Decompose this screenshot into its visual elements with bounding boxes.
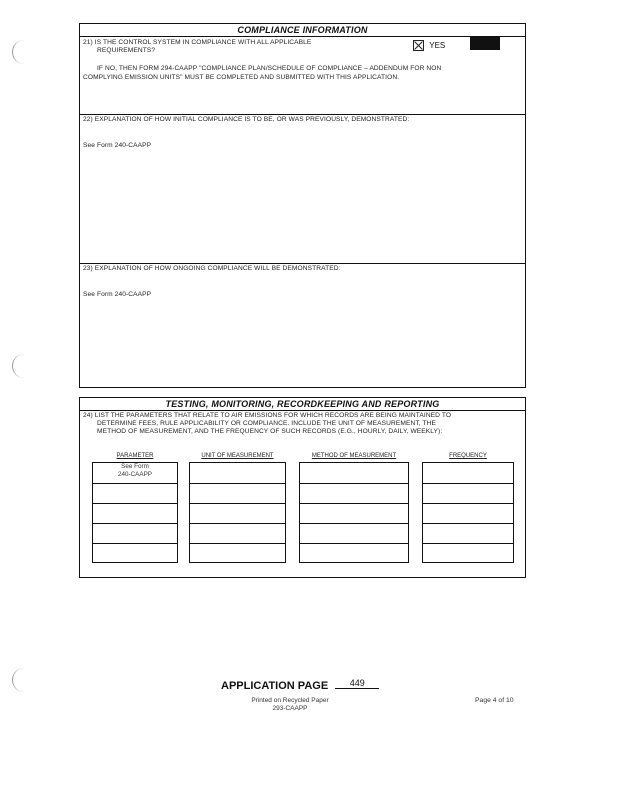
table-row-divider (300, 483, 408, 484)
table-row-divider (93, 483, 177, 484)
q23-answer[interactable]: See Form 240-CAAPP (83, 291, 152, 298)
yes-label: YES (429, 40, 446, 50)
question-22 (80, 114, 525, 264)
checked-checkbox-icon[interactable] (413, 40, 424, 51)
unit-column[interactable] (189, 462, 286, 563)
q21-line2: REQUIREMENTS? (97, 47, 156, 54)
frequency-column[interactable] (422, 462, 514, 563)
q24-line1: 24) LIST THE PARAMETERS THAT RELATE TO AIR EMISSIONS FOR WHICH RECORDS ARE BEING MAINTAINED TO (83, 412, 452, 419)
parameter-entry-line2: 240-CAAPP (118, 470, 152, 478)
application-page-label: APPLICATION PAGE (221, 680, 329, 692)
punch-hole-mark-top (12, 40, 27, 64)
table-row-divider (93, 543, 177, 544)
table-row-divider (190, 543, 285, 544)
column-header-parameter: PARAMETER (116, 453, 154, 459)
yes-checkbox-group[interactable] (413, 40, 445, 51)
parameter-entry[interactable] (93, 463, 177, 478)
table-row-divider (423, 503, 513, 504)
q24-line2: DETERMINE FEES, RULE APPLICABILITY OR COMPLIANCE. INCLUDE THE UNIT OF MEASUREMENT, THE (97, 420, 436, 427)
redacted-block (470, 37, 500, 50)
column-header-unit: UNIT OF MEASUREMENT (201, 453, 274, 459)
method-column[interactable] (299, 462, 409, 563)
table-row-divider (423, 523, 513, 524)
question-24 (80, 410, 525, 578)
q23-label: 23) EXPLANATION OF HOW ONGOING COMPLIANCE WILL BE DEMONSTRATED: (83, 265, 341, 272)
table-row-divider (423, 483, 513, 484)
application-page-number: 449 (335, 678, 379, 689)
q22-label: 22) EXPLANATION OF HOW INITIAL COMPLIANCE IS TO BE, OR WAS PREVIOUSLY, DEMONSTRATED: (83, 116, 410, 123)
q21-line1: 21) IS THE CONTROL SYSTEM IN COMPLIANCE WITH ALL APPLICABLE (83, 39, 312, 46)
parameter-column (92, 462, 178, 563)
section-title: TESTING, MONITORING, RECORDKEEPING AND REPORTING (165, 399, 440, 409)
section-title: COMPLIANCE INFORMATION (237, 25, 368, 35)
compliance-information-section (79, 23, 526, 388)
question-21 (80, 36, 525, 114)
page-of-label: Page 4 of 10 (475, 697, 514, 704)
form-id: 293-CAAPP (272, 705, 308, 712)
table-row-divider (93, 523, 177, 524)
table-row-divider (300, 503, 408, 504)
q22-answer[interactable]: See Form 240-CAAPP (83, 142, 152, 149)
q24-line3: METHOD OF MEASUREMENT, AND THE FREQUENCY OF SUCH RECORDS (E.G., HOURLY, DAILY, WEEKLY): (97, 428, 443, 435)
table-row-divider (300, 523, 408, 524)
q21-note-line1: IF NO, THEN FORM 294-CAAPP "COMPLIANCE PLAN/SCHEDULE OF COMPLIANCE – ADDENDUM FOR NON (97, 65, 442, 72)
table-row-divider (300, 543, 408, 544)
application-page-stamp (221, 680, 379, 692)
recycled-paper-note: Printed on Recycled Paper (251, 697, 329, 704)
table-row-divider (190, 523, 285, 524)
parameter-entry-line1: See Form (121, 463, 149, 470)
column-header-method: METHOD OF MEASUREMENT (311, 453, 397, 459)
table-row-divider (423, 543, 513, 544)
column-header-frequency: FREQUENCY (449, 453, 487, 459)
punch-hole-mark-middle (12, 354, 27, 378)
table-row-divider (190, 483, 285, 484)
question-23 (80, 263, 525, 388)
table-row-divider (93, 503, 177, 504)
q21-note-line2: COMPLYING EMISSION UNITS" MUST BE COMPLETED AND SUBMITTED WITH THIS APPLICATION. (83, 74, 400, 81)
punch-hole-mark-bottom (12, 668, 27, 692)
testing-monitoring-section (79, 397, 526, 578)
table-row-divider (190, 503, 285, 504)
